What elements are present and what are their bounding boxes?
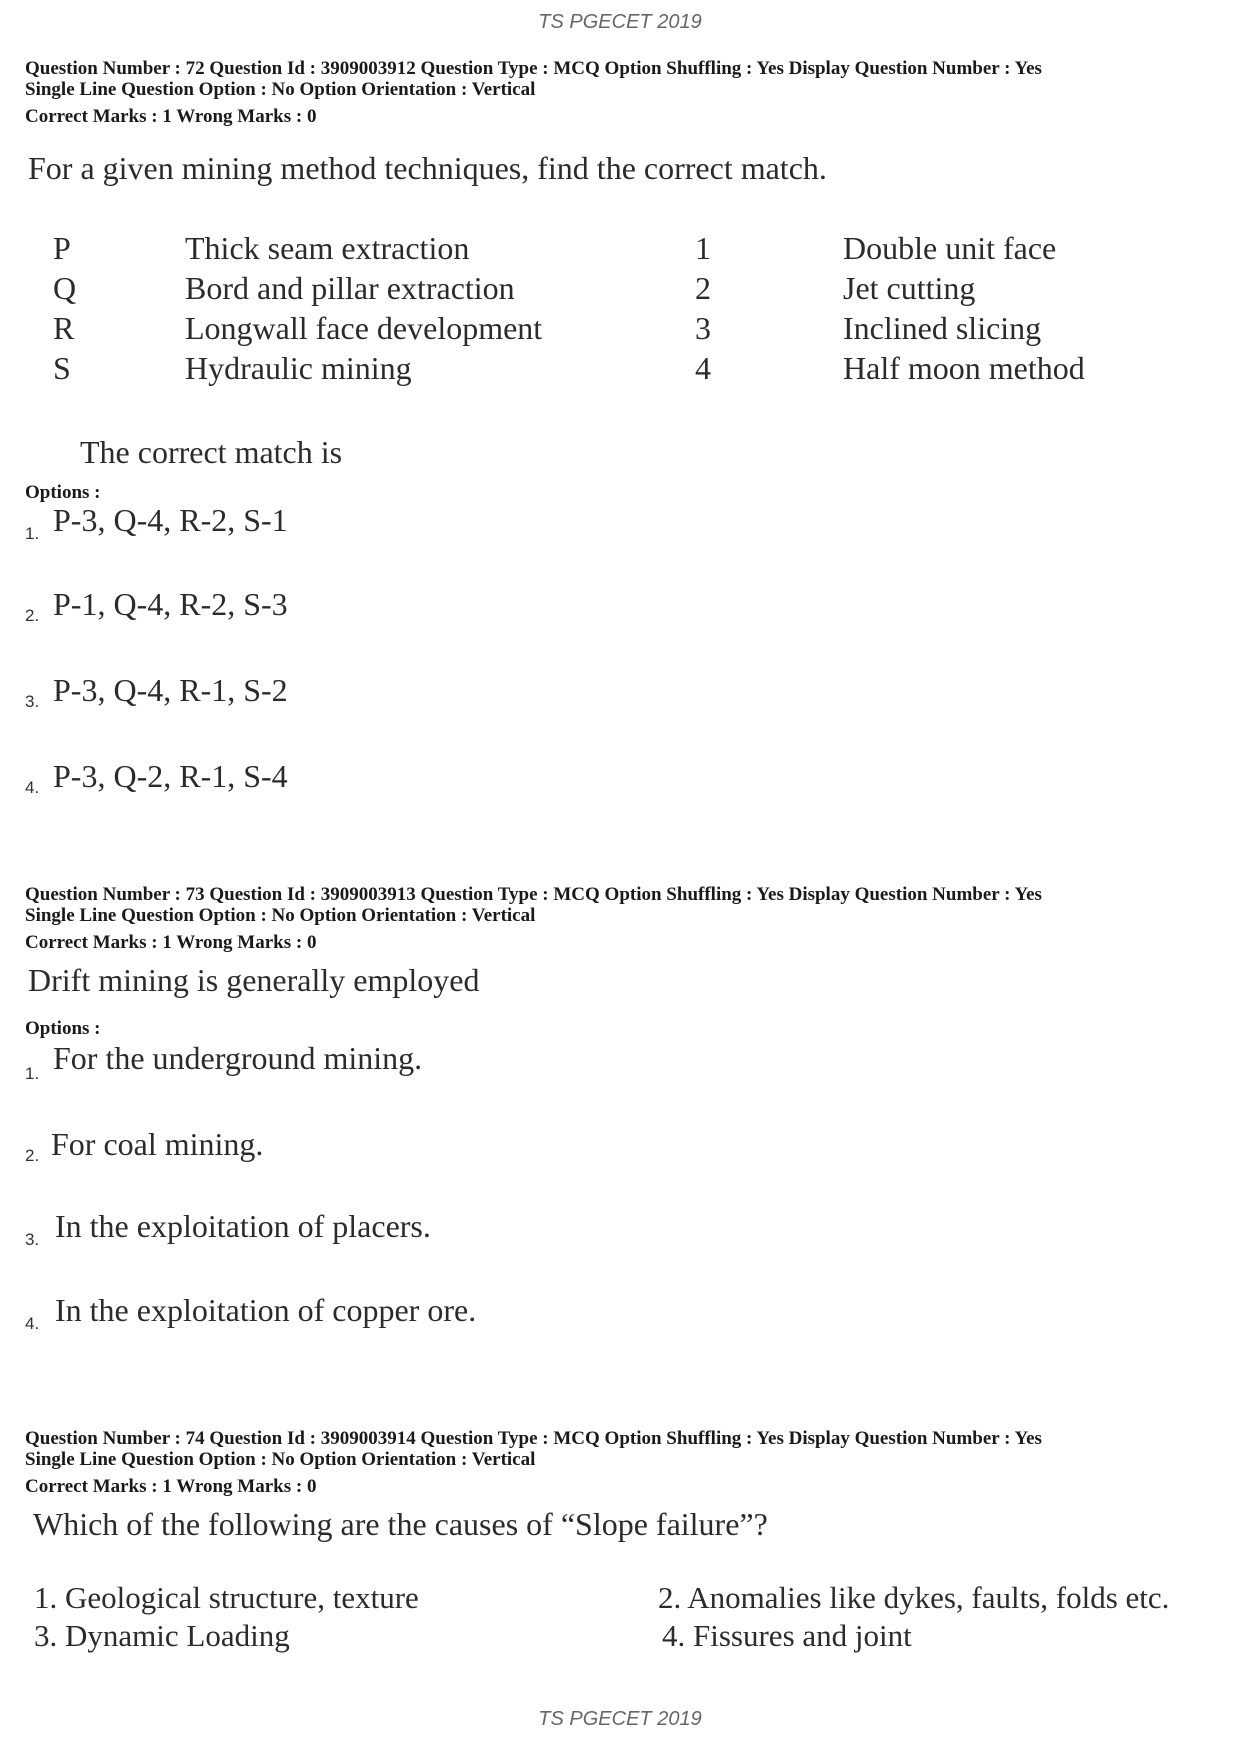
left-key: Q [53, 270, 77, 306]
option-text: For coal mining. [51, 1126, 264, 1162]
left-key: P [53, 230, 71, 266]
left-text: Longwall face development [185, 310, 543, 346]
question-stem: For a given mining method techniques, find the correct match. [28, 150, 827, 186]
meta-line-2: Single Line Question Option : No Option Orientation : Vertical [25, 905, 536, 926]
marks-line: Correct Marks : 1 Wrong Marks : 0 [25, 932, 317, 953]
option-text: P-3, Q-2, R-1, S-4 [53, 758, 288, 794]
option-number: 1. [25, 524, 40, 543]
meta-line-1: Question Number : 74 Question Id : 3909003914 Question Type : MCQ Option Shuffling : Yes Display Question Number : Yes [25, 1428, 1042, 1449]
meta-line-2: Single Line Question Option : No Option Orientation : Vertical [25, 79, 536, 100]
option-number: 4. [25, 1314, 40, 1333]
cause-item: 3. Dynamic Loading [34, 1618, 290, 1653]
right-key: 4 [695, 350, 711, 386]
left-key: S [53, 350, 71, 386]
question-72 [25, 58, 1215, 808]
question-73 [25, 884, 1215, 1354]
question-stem: Drift mining is generally employed [28, 962, 480, 998]
question-meta [25, 1428, 1215, 1497]
option-number: 4. [25, 778, 40, 797]
cause-item: 2. Anomalies like dykes, faults, folds etc. [658, 1580, 1170, 1615]
right-key: 2 [695, 270, 711, 306]
left-text: Bord and pillar extraction [185, 270, 515, 306]
question-meta [25, 58, 1215, 127]
right-text: Inclined slicing [843, 310, 1042, 346]
option-text: P-3, Q-4, R-1, S-2 [53, 672, 288, 708]
right-key: 1 [695, 230, 711, 266]
left-text: Hydraulic mining [185, 350, 412, 386]
option-text: For the underground mining. [53, 1040, 423, 1076]
left-key: R [53, 310, 75, 346]
question-sub-stem: The correct match is [80, 434, 343, 470]
option-text: P-1, Q-4, R-2, S-3 [53, 586, 288, 622]
marks-line: Correct Marks : 1 Wrong Marks : 0 [25, 1476, 317, 1497]
marks-line: Correct Marks : 1 Wrong Marks : 0 [25, 106, 317, 127]
option-number: 3. [25, 692, 40, 711]
meta-line-2: Single Line Question Option : No Option Orientation : Vertical [25, 1449, 536, 1470]
question-stem: Which of the following are the causes of “Slope failure”? [33, 1506, 768, 1542]
meta-line-1: Question Number : 72 Question Id : 3909003912 Question Type : MCQ Option Shuffling : Yes Display Question Number : Yes [25, 58, 1042, 79]
option-text: In the exploitation of copper ore. [55, 1292, 477, 1328]
question-meta [25, 884, 1215, 953]
option-text: In the exploitation of placers. [55, 1208, 431, 1244]
page-footer: TS PGECET 2019 [538, 1708, 702, 1730]
option-number: 2. [25, 606, 40, 625]
page-header: TS PGECET 2019 [538, 11, 702, 33]
option-number: 3. [25, 1230, 40, 1249]
option-text: P-3, Q-4, R-2, S-1 [53, 502, 288, 538]
options-label: Options : [25, 1018, 101, 1039]
cause-item: 1. Geological structure, texture [34, 1580, 419, 1615]
right-text: Half moon method [843, 350, 1085, 386]
cause-item: 4. Fissures and joint [662, 1618, 912, 1653]
option-number: 2. [25, 1146, 40, 1165]
meta-line-1: Question Number : 73 Question Id : 3909003913 Question Type : MCQ Option Shuffling : Yes Display Question Number : Yes [25, 884, 1042, 905]
right-text: Double unit face [843, 230, 1057, 266]
question-74 [25, 1428, 1215, 1658]
option-number: 1. [25, 1064, 40, 1083]
left-text: Thick seam extraction [185, 230, 470, 266]
right-text: Jet cutting [843, 270, 976, 306]
options-label: Options : [25, 482, 101, 503]
right-key: 3 [695, 310, 711, 346]
